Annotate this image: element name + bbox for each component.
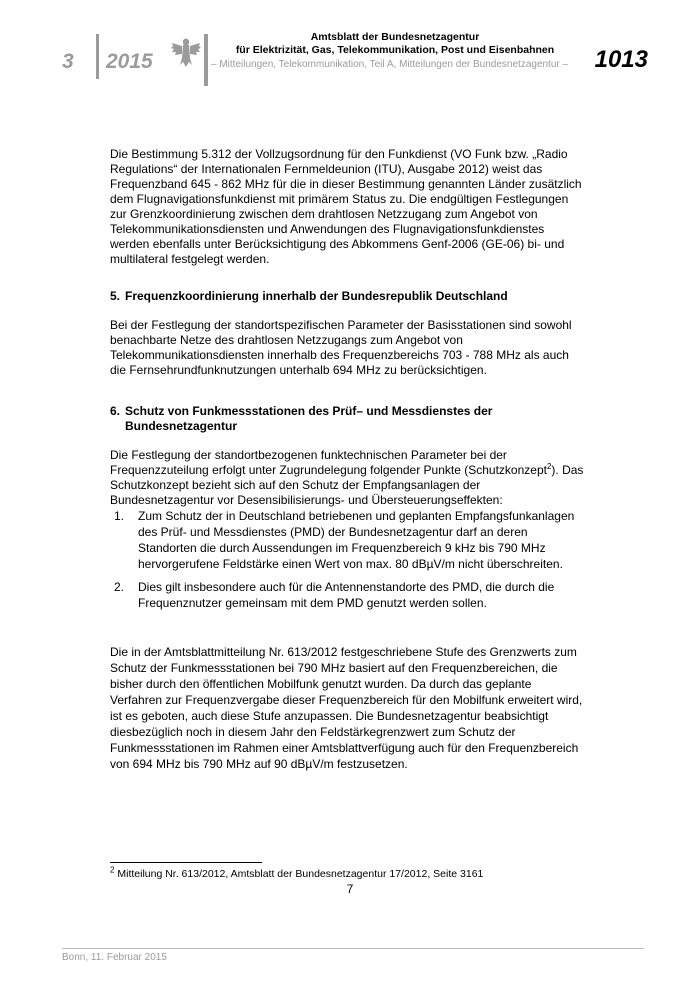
section-subtitle: – Mitteilungen, Telekommunikation, Teil A, Mitteilungen der Bundesnetzagentur –: [211, 59, 569, 70]
inner-page-number: 7: [346, 882, 354, 896]
footer-divider: [62, 948, 644, 949]
section-6-number: 6.: [110, 404, 121, 418]
closing-paragraph: Die in der Amtsblattmitteilung Nr. 613/2012 festgeschriebene Stufe des Grenzwerts zum Schutz der Funkmessstationen bei 790 MHz basiert auf den Frequenzbereichen, die bisher durch den öffentlichen Mobilfunk genutzt wurden. Da durch das geplante Verfahren zur Frequenzvergabe dieser Frequenzbereich für den Mobilfunk erweitert wird, ist es geboten, auch diese Stufe anzupassen. Die Bundesnetzagentur beabsichtigt diesbezüglich noch in diesem Jahr den Feldstärkegrenzwert zum Schutz der Funkmessstationen im Rahmen einer Amtsblattverfügung auch für den Frequenzbereich von 694 MHz bis 790 MHz auf 90 dBµV/m festzusetzen.: [110, 645, 583, 771]
section-6-intro-a: Die Festlegung der standortbezogenen funktechnischen Parameter bei der Frequenzzuteilung erfolgt unter Zugrundelegung folgender Punkte (Schutzkonzept: [110, 448, 547, 477]
publication-title: Amtsblatt der Bundesnetzagentur: [310, 31, 480, 43]
section-5-number: 5.: [110, 289, 121, 303]
list-item-number: 1.: [114, 509, 125, 523]
footnote-divider: [110, 862, 262, 863]
list-item-text: Zum Schutz der in Deutschland betriebenen und geplanten Empfangsfunkanlagen des Prüf- und Messdienstes (PMD) der Bundesnetzagentur darf an deren Standorten die durch Aussendungen im Frequenzbereich 9 kHz bis 790 MHz hervorgerufene Feldstärke einen Wert von max. 80 dBµV/m nicht überschreiten.: [138, 509, 575, 571]
list-item-number: 2.: [114, 580, 125, 594]
section-6-heading: [110, 404, 585, 434]
federal-eagle-icon: [170, 34, 202, 70]
section-6-intro-b: ). Das Schutzkonzept bezieht sich auf den Schutz der Empfangsanlagen der Bundesnetzagentur vor Desensibilisierungs- und Übersteuerungseffekten:: [110, 463, 584, 507]
section-5-title: Frequenzkoordinierung innerhalb der Bundesrepublik Deutschland: [125, 289, 508, 303]
footnote-text: Mitteilung Nr. 613/2012, Amtsblatt der Bundesnetzagentur 17/2012, Seite 3161: [114, 868, 484, 880]
list-item-text: Dies gilt insbesondere auch für die Antennenstandorte des PMD, die durch die Frequenznutzer gemeinsam mit dem PMD genutzt werden sollen.: [138, 580, 555, 610]
paragraph-itu: Die Bestimmung 5.312 der Vollzugsordnung für den Funkdienst (VO Funk bzw. „Radio Regulations“ der Internationalen Fernmeldeunion (ITU), Ausgabe 2012) weist das Frequenzband 645 - 862 MHz für die in dieser Bestimmung genannten Länder zusätzlich dem Flugnavigationsfunkdienst mit primärem Status zu. Die endgültigen Festlegungen zur Grenzkoordinierung zwischen dem drahtlosen Netzzugang zum Angebot von Telekommunikationsdiensten und Anwendungen des Flugnavigationsfunkdienstes werden ebenfalls unter Berücksichtigung des Abkommens Genf-2006 (GE-06) bi- und multilateral festgelegt werden.: [110, 147, 582, 266]
section-5-heading: [110, 289, 585, 304]
issue-number: 3: [62, 50, 75, 73]
footnote: [110, 865, 484, 881]
page-number: 1013: [594, 46, 648, 73]
footnote-number: 2: [110, 865, 115, 875]
header-divider-2: [204, 34, 208, 86]
section-6-title: Schutz von Funkmessstationen des Prüf– und Messdienstes der Bundesnetzagentur: [125, 404, 493, 433]
footer-date: Bonn, 11. Februar 2015: [62, 952, 167, 963]
publication-subtitle: für Elektrizität, Gas, Telekommunikation, Post und Eisenbahnen: [235, 44, 555, 56]
list-item: [110, 579, 585, 611]
header-divider: [96, 34, 99, 79]
document-body: [110, 147, 585, 772]
section-5-text: Bei der Festlegung der standortspezifischen Parameter der Basisstationen sind sowohl benachbarte Netze des drahtlosen Netzzugangs zum Angebot von Telekommunikationsdiensten innerhalb des Frequenzbereichs 703 - 788 MHz als auch die Fernsehrundfunknutzungen unterhalb 694 MHz zu berücksichtigen.: [110, 318, 572, 377]
footnote-ref: 2: [546, 462, 552, 471]
section-6-intro: [110, 448, 585, 508]
list-item: [110, 508, 585, 572]
issue-year: 2015: [106, 50, 153, 73]
protection-list: [110, 508, 585, 611]
